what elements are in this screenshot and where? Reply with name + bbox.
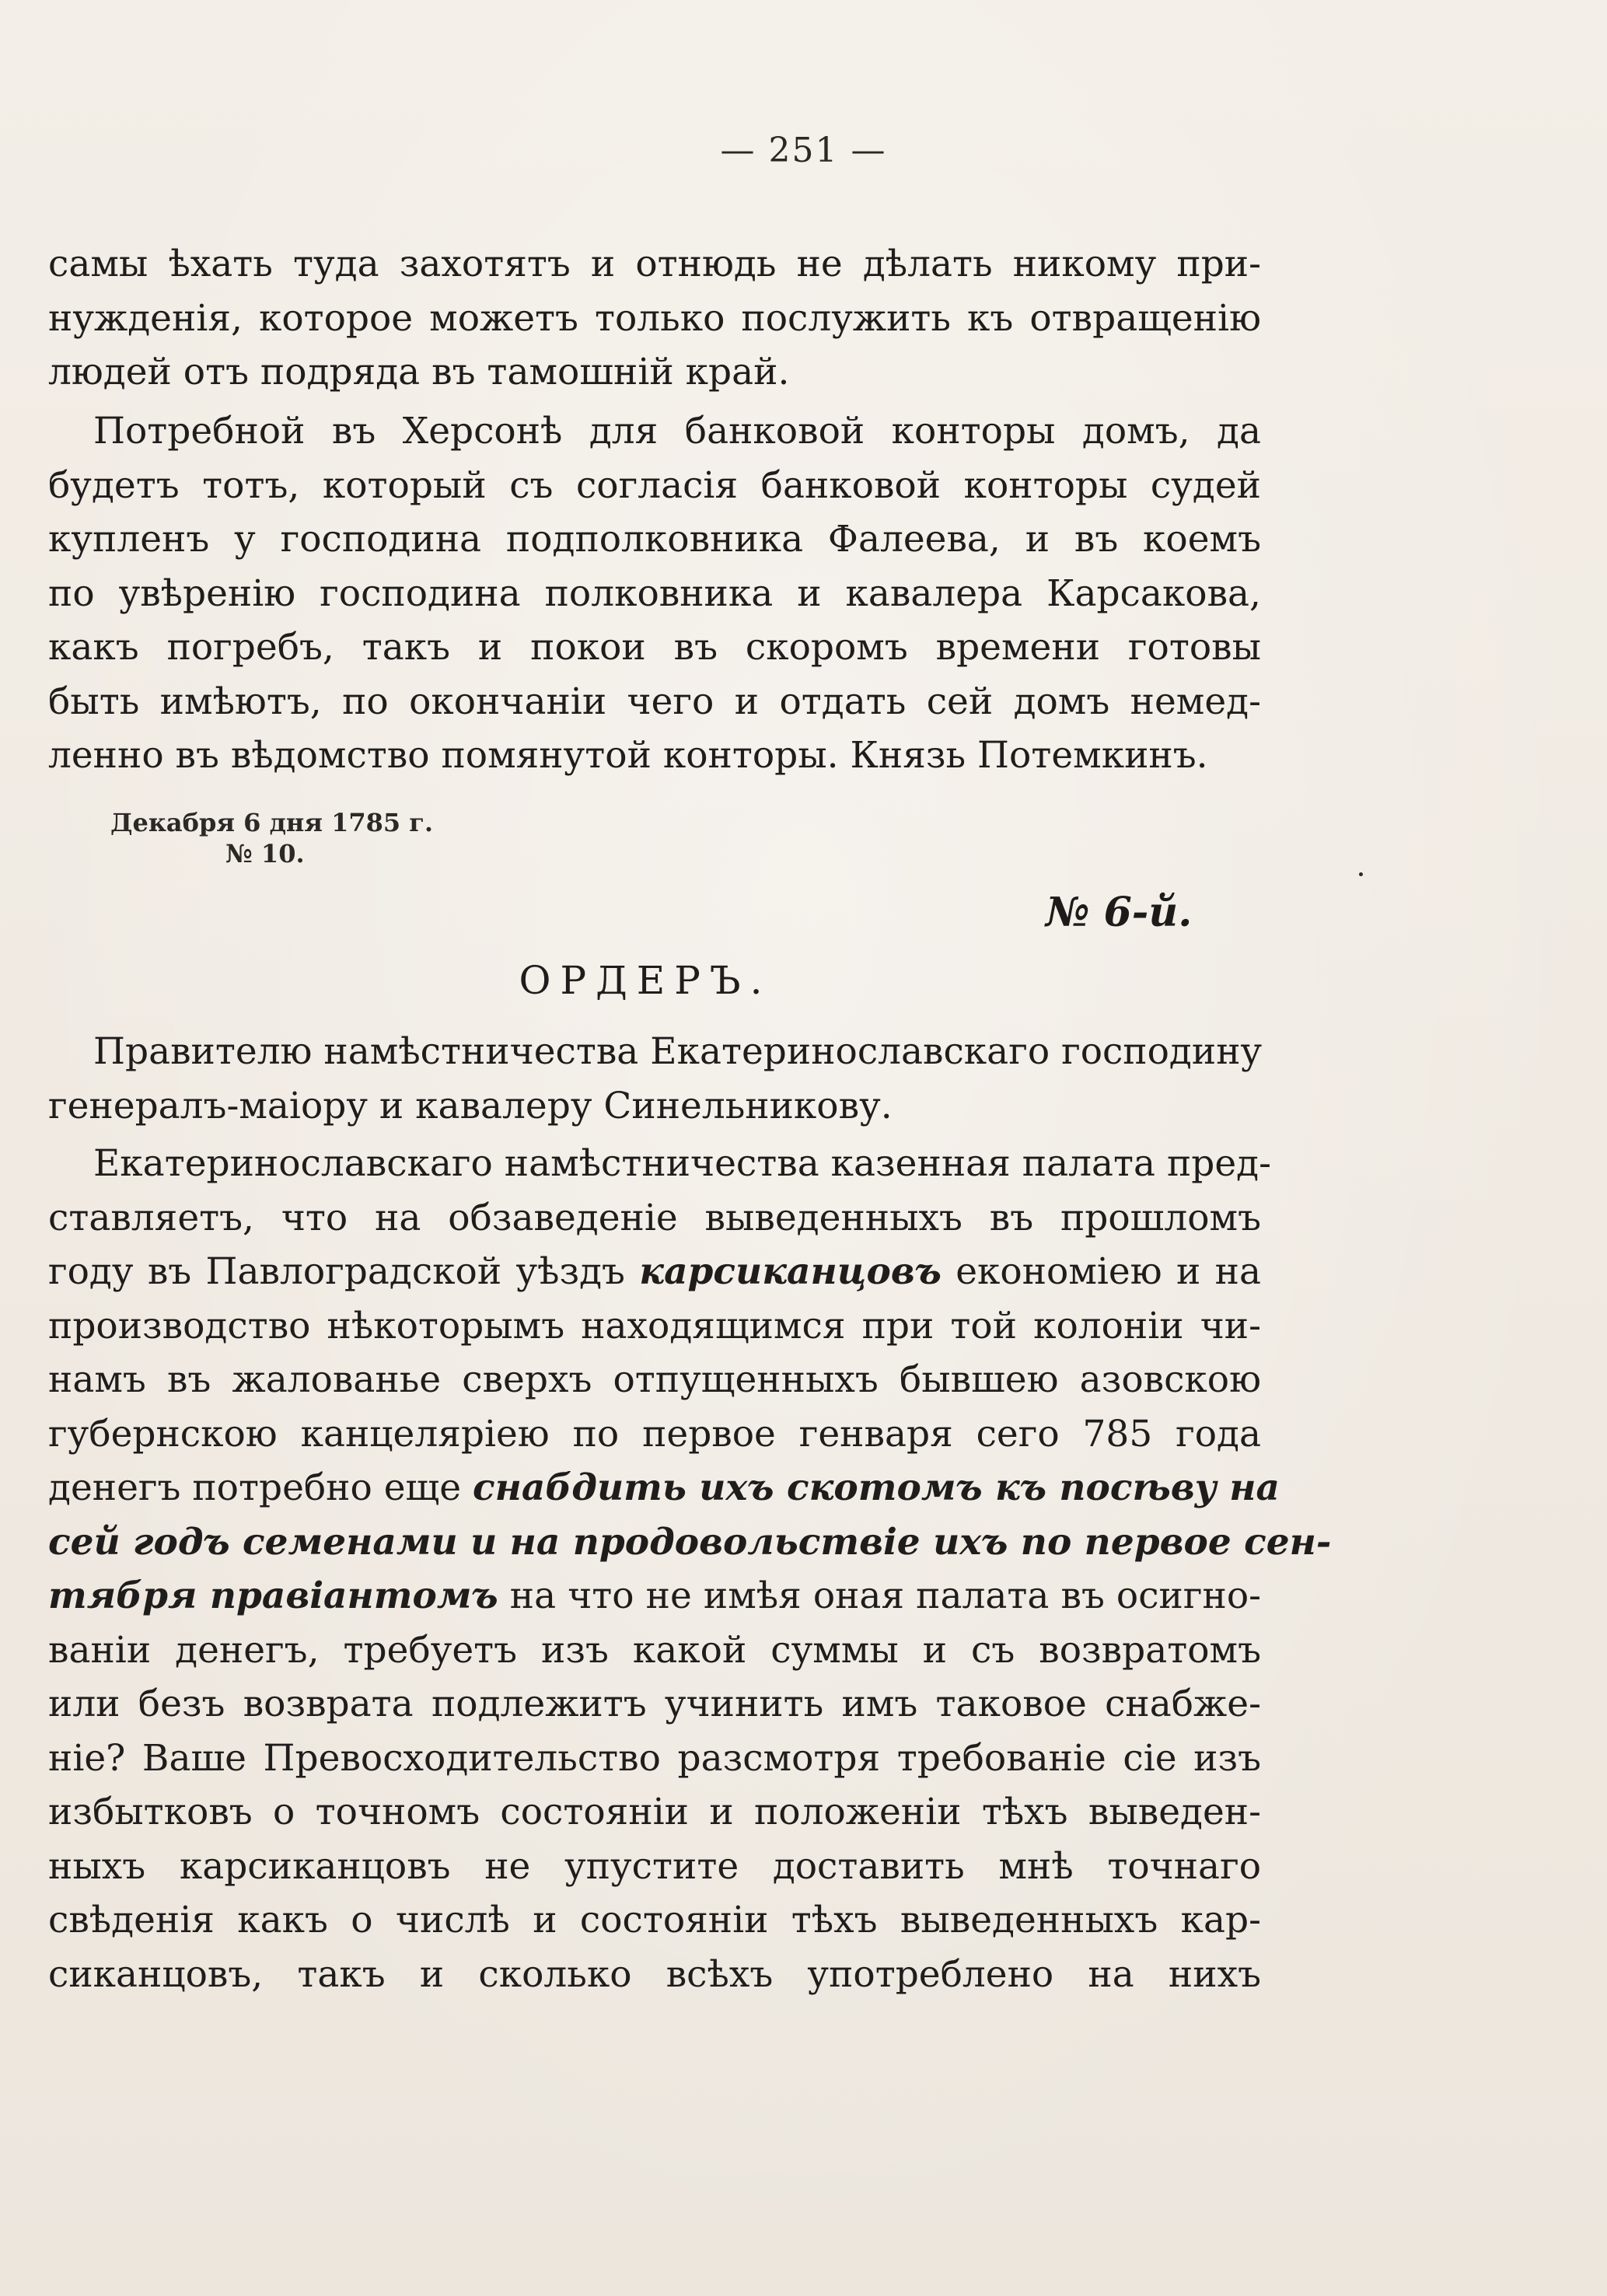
text-line: Екатеринославскаго намѣстничества казенная палата пред- — [93, 1142, 1271, 1185]
paragraph-continuation — [48, 237, 1261, 400]
text-line: ваніи денегъ, требуетъ изъ какой суммы и съ возвратомъ — [48, 1628, 1261, 1672]
page-number: — 251 — — [720, 131, 887, 170]
document-number: № 6-й. — [1046, 889, 1193, 936]
text-line: нужденія, которое можетъ только послужить къ отвращенію — [48, 296, 1261, 340]
text-line: избытковъ о точномъ состояніи и положеніи тѣхъ выведен- — [48, 1791, 1261, 1833]
text-line: Потребной въ Херсонѣ для банковой конторы домъ, да — [93, 410, 1261, 453]
text-line: губернскою канцеляріею по первое генваря сего 785 года — [48, 1412, 1261, 1456]
text-line: сей годъ семенами и на продовольствіе ихъ по первое сен- — [48, 1520, 1332, 1564]
text-line: или безъ возврата подлежитъ учинить имъ таковое снабже- — [48, 1683, 1261, 1725]
text-line — [48, 1245, 1261, 1299]
scan-speck — [1359, 872, 1363, 876]
text-line: какъ погребъ, такъ и покои въ скоромъ времени готовы — [48, 626, 1261, 669]
order-addressee — [48, 1025, 1261, 1133]
text-run: на что не имѣя оная палата въ осигно- — [498, 1574, 1262, 1617]
text-run: економіею и на — [941, 1250, 1261, 1293]
text-run: году въ Павлоградской уѣздъ — [48, 1250, 640, 1293]
text-line: быть имѣютъ, по окончаніи чего и отдать сей домъ немед- — [48, 680, 1261, 723]
text-line: производство нѣкоторымъ находящимся при той колоніи чи- — [48, 1304, 1261, 1347]
text-line: генералъ-маіору и кавалеру Синельникову. — [48, 1084, 893, 1127]
text-run: денегъ потребно еще — [48, 1466, 473, 1509]
text-line: самы ѣхать туда захотятъ и отнюдь не дѣлать никому при- — [48, 243, 1261, 285]
order-body — [48, 1137, 1332, 2001]
italic-run: тября правіантомъ — [48, 1574, 498, 1617]
text-line — [48, 1461, 1280, 1515]
text-line: свѣденія какъ о числѣ и состояніи тѣхъ выведенныхъ кар- — [48, 1899, 1261, 1941]
text-line: по увѣренію господина полковника и кавалера Карсакова, — [48, 571, 1261, 615]
text-line: купленъ у господина подполковника Фалеева, и въ коемъ — [48, 518, 1261, 561]
text-line: намъ въ жалованье сверхъ отпущенныхъ бывшею азовскою — [48, 1358, 1261, 1401]
text-line — [48, 1569, 1261, 1623]
document-date — [110, 807, 433, 869]
italic-run: снабдить ихъ скотомъ къ посѣву на — [473, 1466, 1280, 1509]
date-line: Декабря 6 дня 1785 г. — [110, 808, 434, 837]
italic-run: карсиканцовъ — [639, 1250, 941, 1293]
text-line: ленно въ вѣдомство помянутой конторы. Князь Потемкинъ. — [48, 734, 1208, 777]
text-line: сиканцовъ, такъ и сколько всѣхъ употреблено на нихъ — [48, 1952, 1261, 1996]
order-title: ОРДЕРЪ. — [519, 958, 772, 1003]
text-line: ніе? Ваше Превосходительство разсмотря требованіе сіе изъ — [48, 1736, 1261, 1780]
paragraph-bank-house — [48, 404, 1261, 783]
text-line: ныхъ карсиканцовъ не упустите доставить мнѣ точнаго — [48, 1844, 1261, 1888]
text-line: Правителю намѣстничества Екатеринославскаго господину — [93, 1030, 1263, 1073]
text-line: ставляетъ, что на обзаведеніе выведенныхъ въ прошломъ — [48, 1196, 1261, 1239]
date-number: № 10. — [225, 839, 305, 868]
text-line: людей отъ подряда въ тамошній край. — [48, 351, 790, 393]
text-line: будетъ тотъ, который съ согласія банковой конторы судей — [48, 463, 1261, 507]
